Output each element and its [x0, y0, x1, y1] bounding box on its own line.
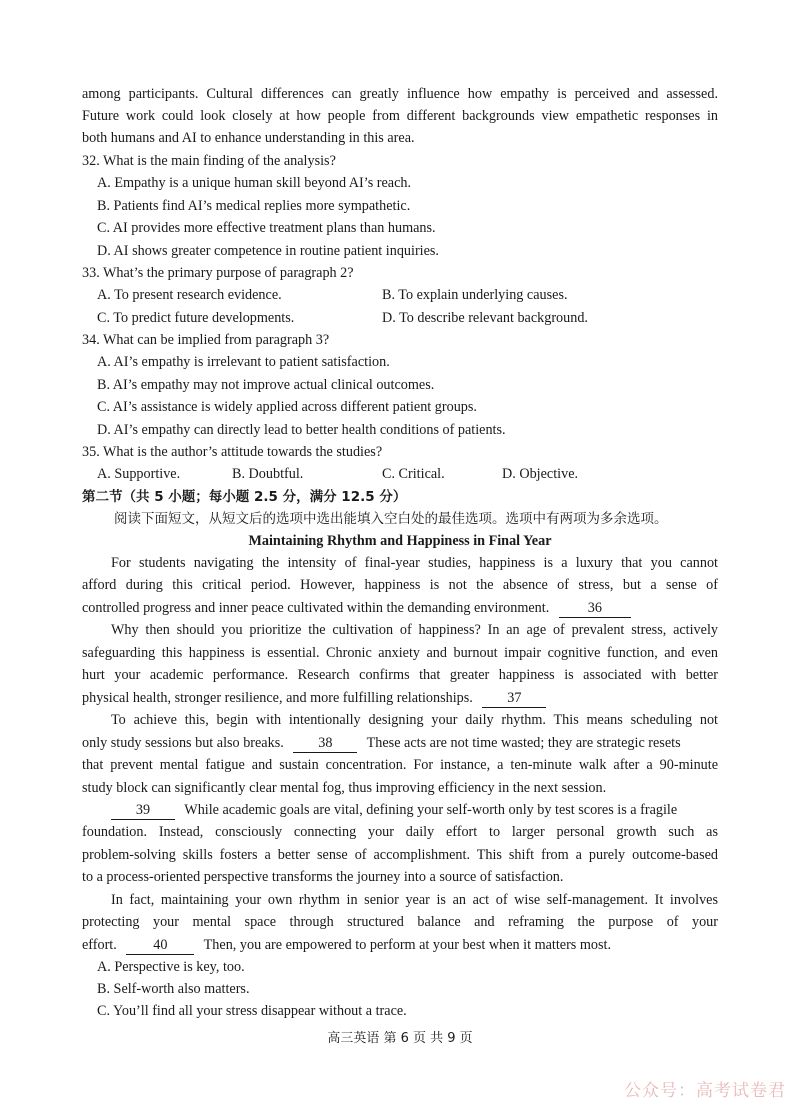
para5-text: effort.: [82, 937, 117, 953]
page-footer: 高三英语 第 6 页 共 9 页: [327, 1031, 473, 1046]
para5-line: In fact, maintaining your own rhythm in senior year is an act of wise self-management. It involves: [111, 892, 718, 908]
passage-line: among participants. Cultural differences can greatly influence how empathy is perceived and assessed.: [82, 86, 718, 102]
para1-text: controlled progress and inner peace cultivated within the demanding environment.: [82, 600, 550, 616]
para5-text: Then, you are empowered to perform at your best when it matters most.: [203, 937, 612, 953]
blank-39[interactable]: 39: [111, 802, 175, 820]
question-34-stem: 34. What can be implied from paragraph 3?: [82, 332, 330, 348]
q35-option-c: C. Critical.: [382, 466, 445, 482]
passage-line: both humans and AI to enhance understanding in this area.: [82, 130, 415, 146]
q35-option-d: D. Objective.: [502, 466, 579, 482]
q34-option-b: B. AI’s empathy may not improve actual clinical outcomes.: [97, 377, 435, 393]
q33-option-d: D. To describe relevant background.: [382, 310, 588, 326]
para4-line: to a process-oriented perspective transforms the journey into a source of satisfaction.: [82, 869, 564, 885]
section-instruction: 阅读下面短文，从短文后的选项中选出能填入空白处的最佳选项。选项中有两项为多余选项。: [114, 511, 668, 527]
question-33-stem: 33. What’s the primary purpose of paragraph 2?: [82, 265, 354, 281]
question-35-stem: 35. What is the author’s attitude towards the studies?: [82, 444, 383, 460]
para1-line: [82, 598, 718, 618]
q33-option-a: A. To present research evidence.: [97, 287, 282, 303]
para3-line: [82, 733, 718, 753]
para4-line: foundation. Instead, consciously connecting your daily effort to larger personal growth such as: [82, 824, 718, 840]
choice-b: B. Self-worth also matters.: [97, 981, 250, 997]
para4-text: While academic goals are vital, defining your self-worth only by test scores is a fragile: [184, 802, 678, 818]
choice-c: C. You’ll find all your stress disappear without a trace.: [97, 1003, 407, 1019]
para2-text: physical health, stronger resilience, and more fulfilling relationships.: [82, 690, 473, 706]
para3-line: that prevent mental fatigue and sustain concentration. For instance, a ten-minute walk after a 90-minute: [82, 757, 718, 773]
para1-line: afford during this critical period. However, happiness is not the absence of stress, but a sense of: [82, 577, 718, 593]
passage-title: Maintaining Rhythm and Happiness in Final Year: [248, 533, 552, 549]
q32-option-a: A. Empathy is a unique human skill beyond AI’s reach.: [97, 175, 412, 191]
choice-a: A. Perspective is key, too.: [97, 959, 245, 975]
q32-option-d: D. AI shows greater competence in routine patient inquiries.: [97, 243, 439, 259]
q35-option-a: A. Supportive.: [97, 466, 181, 482]
q34-option-c: C. AI’s assistance is widely applied across different patient groups.: [97, 399, 477, 415]
para2-line: hurt your academic performance. Research confirms that greater happiness is associated with better: [82, 667, 718, 683]
blank-38[interactable]: 38: [293, 735, 357, 753]
watermark: 公众号：高考试卷君: [624, 1081, 786, 1101]
q33-option-c: C. To predict future developments.: [97, 310, 295, 326]
para3-text: only study sessions but also breaks.: [82, 735, 284, 751]
para3-line: study block can significantly clear mental fog, thus improving efficiency in the next session.: [82, 780, 607, 796]
q32-option-c: C. AI provides more effective treatment plans than humans.: [97, 220, 436, 236]
q35-option-b: B. Doubtful.: [232, 466, 304, 482]
q34-option-d: D. AI’s empathy can directly lead to better health conditions of patients.: [97, 422, 506, 438]
para5-line: protecting your mental space through structured balance and reframing the purpose of your: [82, 914, 718, 930]
para2-line: [82, 688, 718, 708]
q34-option-a: A. AI’s empathy is irrelevant to patient satisfaction.: [97, 354, 390, 370]
para2-line: Why then should you prioritize the cultivation of happiness? In an age of prevalent stress, actively: [111, 622, 718, 638]
q33-option-b: B. To explain underlying causes.: [382, 287, 568, 303]
para5-line: [82, 935, 718, 955]
blank-36[interactable]: 36: [559, 600, 631, 618]
blank-40[interactable]: 40: [126, 937, 194, 955]
para4-line: [111, 800, 718, 820]
para3-line: To achieve this, begin with intentionally designing your daily rhythm. This means scheduling not: [111, 712, 718, 728]
passage-line: Future work could look closely at how people from different backgrounds view empathetic responses in: [82, 108, 718, 124]
para4-line: problem-solving skills fosters a better sense of accomplishment. This shift from a purely outcome-based: [82, 847, 718, 863]
question-32-stem: 32. What is the main finding of the analysis?: [82, 153, 336, 169]
para1-line: For students navigating the intensity of final-year studies, happiness is a luxury that you cannot: [111, 555, 718, 571]
para2-line: safeguarding this happiness is essential. Chronic anxiety and burnout impair cognitive function, and even: [82, 645, 718, 661]
blank-37[interactable]: 37: [482, 690, 546, 708]
section-heading: 第二节（共 5 小题；每小题 2.5 分，满分 12.5 分）: [82, 489, 407, 505]
para3-text: These acts are not time wasted; they are strategic resets: [366, 735, 681, 751]
q32-option-b: B. Patients find AI’s medical replies more sympathetic.: [97, 198, 411, 214]
